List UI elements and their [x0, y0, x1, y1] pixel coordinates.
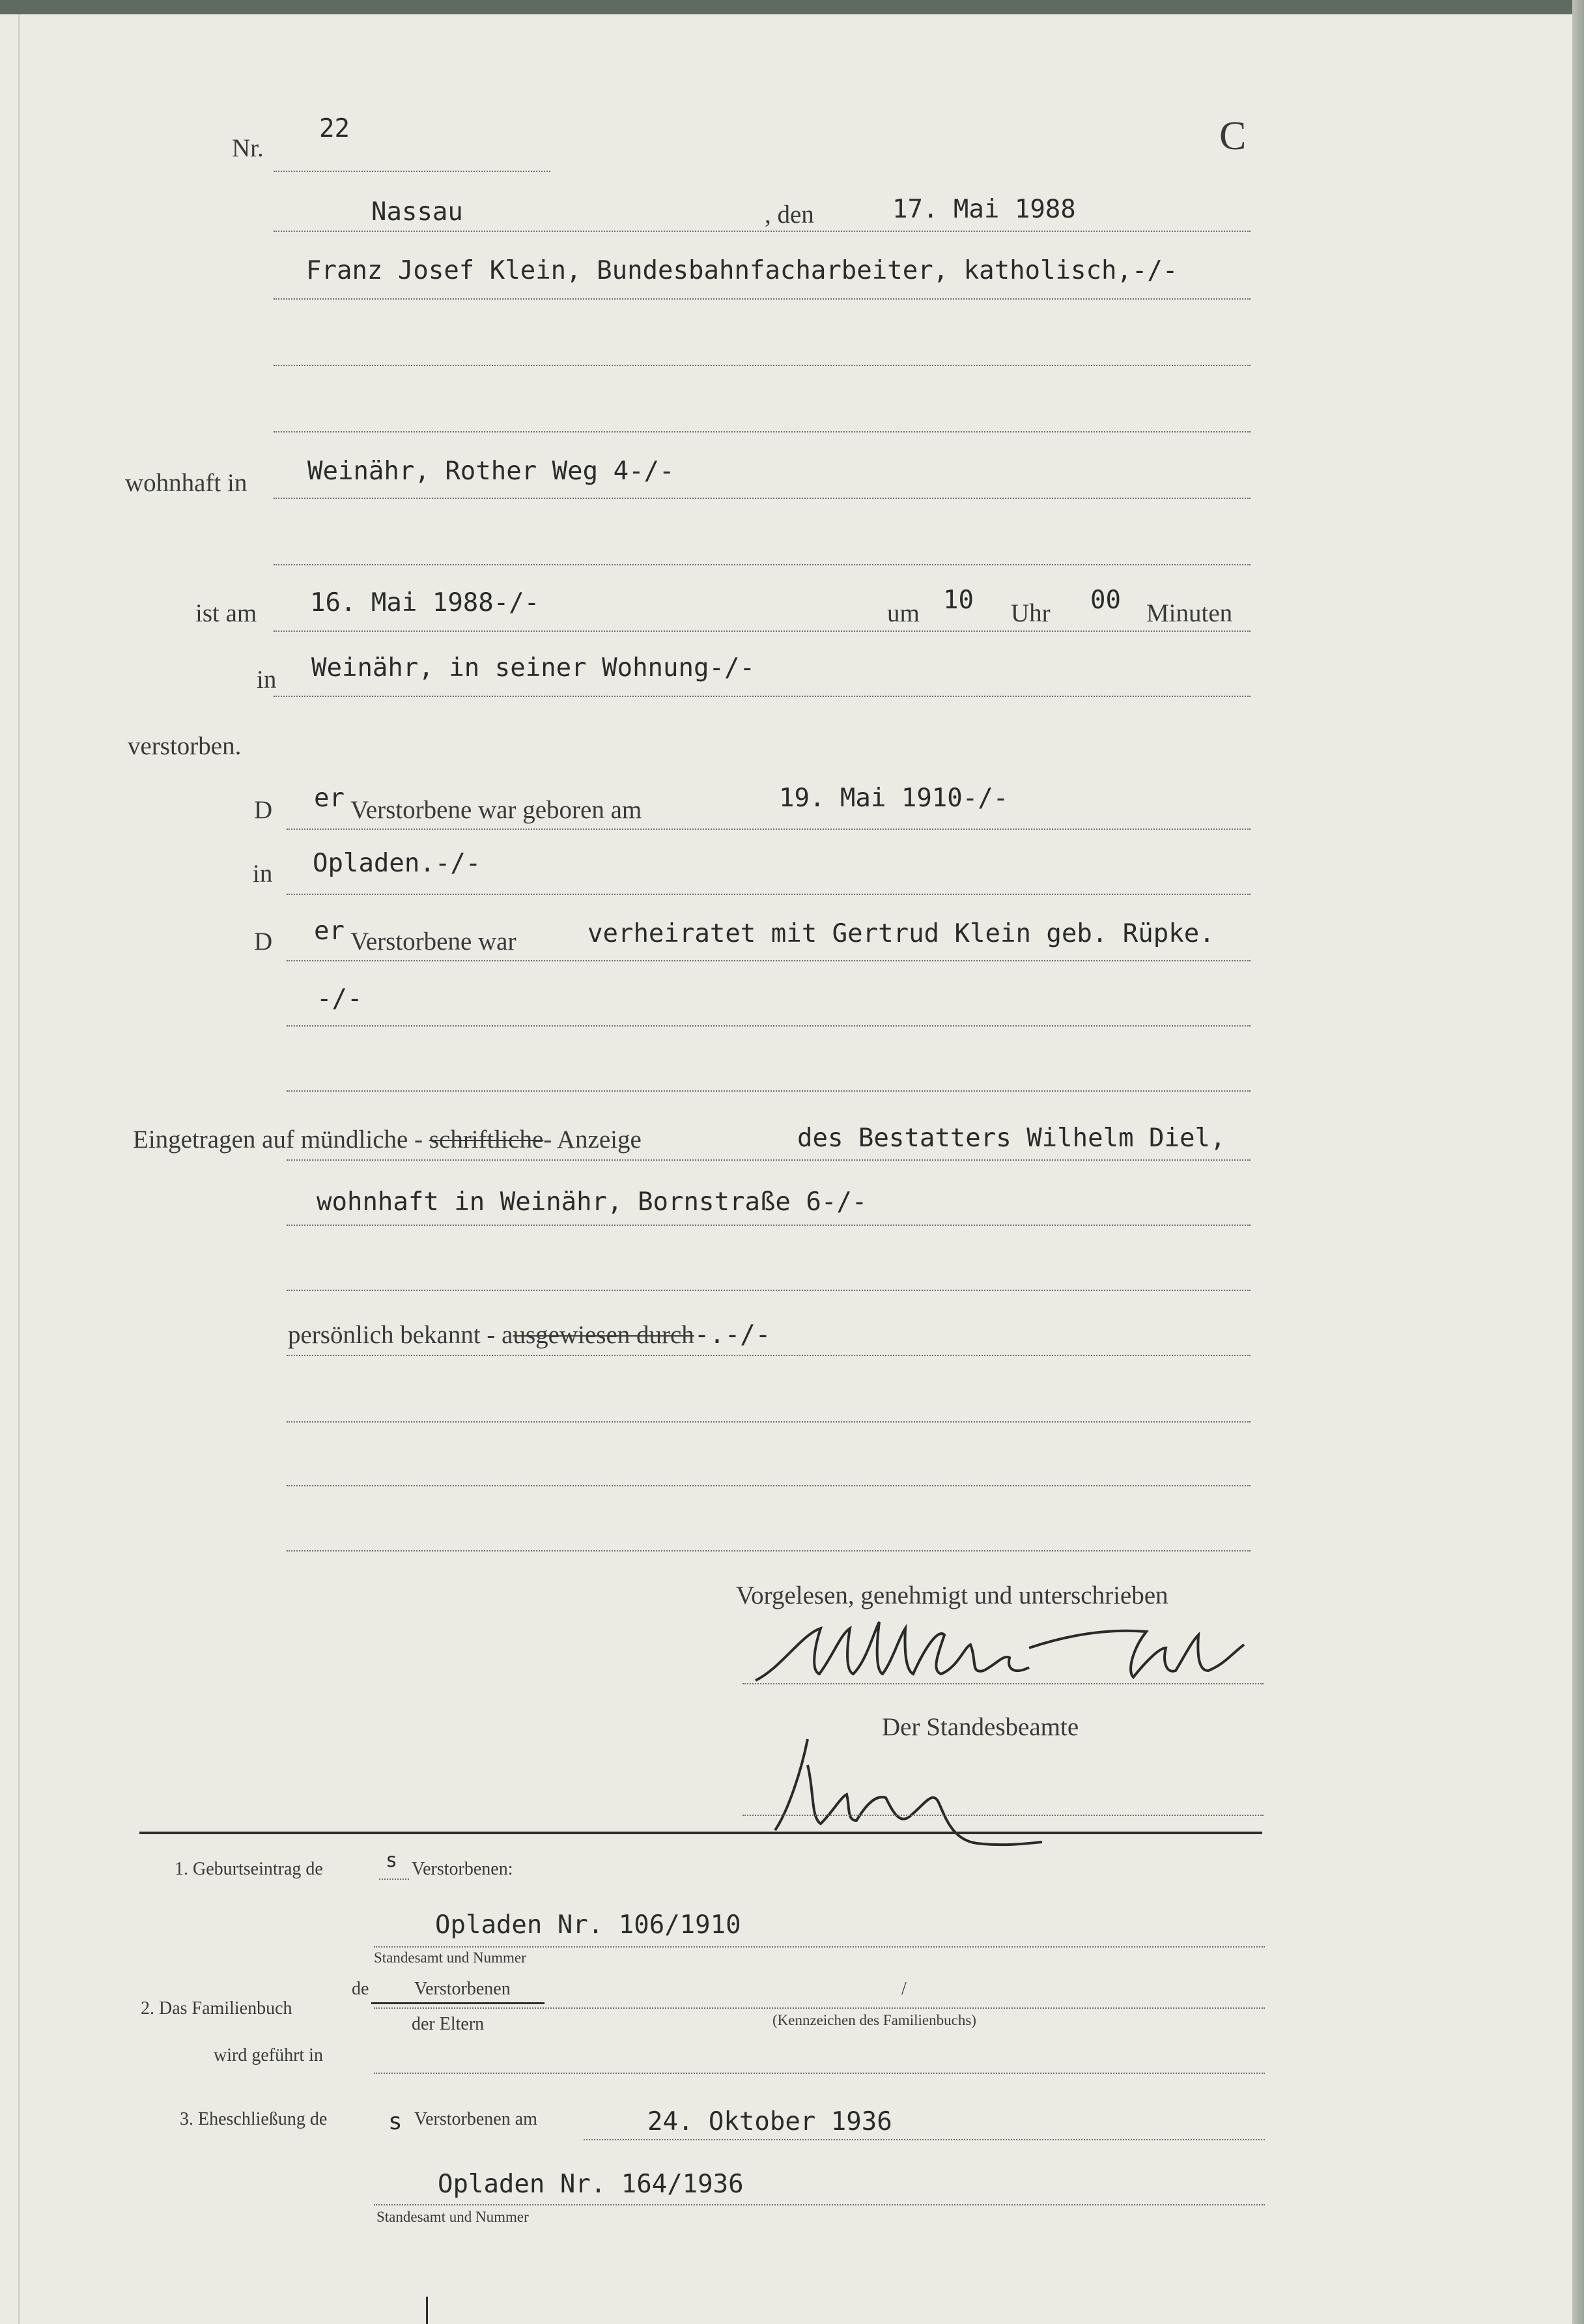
item3-caption: Standesamt und Nummer: [376, 2209, 529, 2225]
line-wohnhaft: [274, 498, 1251, 499]
registrar-signature: [769, 1726, 1055, 1856]
line-blank-6: [287, 1421, 1251, 1423]
eingetragen-label: Eingetragen auf mündliche - schriftliche- Anzeige: [133, 1126, 642, 1154]
reporter-signature: [742, 1609, 1251, 1693]
line-bekannt: [287, 1355, 1251, 1356]
register-page: [0, 14, 1572, 2324]
item3-value: Opladen Nr. 164/1936: [438, 2170, 744, 2199]
item3-line: [584, 2139, 1265, 2140]
marital-status: verheiratet mit Gertrud Klein geb. Rüpke.: [587, 919, 1215, 948]
line-reporter-signature: [742, 1683, 1264, 1684]
item2-de: de: [352, 1979, 369, 1999]
line-status: [287, 960, 1251, 961]
line-place: [274, 231, 1251, 232]
standesbeamte-label: Der Standesbeamte: [882, 1713, 1079, 1741]
er-fill-birth: er: [314, 784, 345, 813]
item2-underline: [371, 2002, 544, 2004]
item3-suffix: Verstorbenen am: [414, 2109, 537, 2129]
nr-line: [274, 171, 550, 172]
line-blank-8: [287, 1550, 1251, 1552]
nr-value: 22: [319, 114, 350, 143]
d-label-status: D: [254, 928, 273, 956]
um-label: um: [887, 599, 920, 627]
item1-caption: Standesamt und Nummer: [374, 1949, 526, 1966]
wird-gefuehrt-label: wird geführt in: [214, 2045, 323, 2065]
item1-fill-line: [379, 1878, 409, 1880]
death-place: Weinähr, in seiner Wohnung-/-: [311, 653, 755, 683]
minuten-label: Minuten: [1146, 599, 1233, 627]
wird-gefuehrt-line: [374, 2073, 1265, 2074]
war-label: Verstorbene war: [350, 928, 516, 956]
item2-eltern: der Eltern: [412, 2014, 485, 2034]
wohnhaft-value: Weinähr, Rother Weg 4-/-: [307, 457, 675, 486]
item1-value: Opladen Nr. 106/1910: [435, 1910, 741, 1940]
line-informant: [274, 298, 1251, 300]
line-blank-4: [287, 1090, 1251, 1092]
place-value: Nassau: [371, 197, 463, 227]
death-date: 16. Mai 1988-/-: [310, 588, 540, 617]
bekannt-label: persönlich bekannt - ausgewiesen durch-.-/-: [288, 1320, 771, 1350]
item1-label: 1. Geburtseintrag de: [175, 1859, 323, 1879]
page-edge: [18, 14, 20, 2324]
binding-edge: [1572, 0, 1584, 2324]
separator-rule: [139, 1832, 1262, 1834]
line-birth-date: [287, 829, 1251, 830]
d-label-birth: D: [254, 796, 273, 824]
line-registrar-signature: [742, 1815, 1264, 1816]
marital-cont: -/-: [317, 984, 363, 1013]
corner-letter: C: [1219, 114, 1247, 158]
item3-fill: s: [388, 2108, 403, 2135]
in-label-death: in: [257, 666, 277, 694]
record-date: 17. Mai 1988: [892, 195, 1076, 224]
nr-label: Nr.: [232, 134, 264, 162]
death-minutes: 00: [1090, 586, 1121, 615]
birth-place: Opladen.-/-: [313, 849, 481, 878]
line-reporter: [287, 1159, 1251, 1161]
reporter-address: wohnhaft in Weinähr, Bornstraße 6-/-: [317, 1187, 868, 1217]
in-label-birth: in: [253, 860, 273, 888]
item2-label: 2. Das Familienbuch: [141, 1998, 292, 2019]
item1-suffix: Verstorbenen:: [412, 1859, 513, 1879]
item3-label: 3. Eheschließung de: [180, 2109, 328, 2129]
line-blank-1: [274, 365, 1251, 366]
verstorben-label: verstorben.: [128, 732, 242, 760]
er-fill-status: er: [314, 916, 345, 946]
geboren-label: Verstorbene war geboren am: [350, 796, 642, 824]
line-status-2: [287, 1025, 1251, 1027]
line-blank-3: [274, 564, 1251, 565]
strike-schriftliche: schriftliche: [429, 1126, 544, 1154]
item1-fill: s: [386, 1849, 398, 1872]
item3-date: 24. Oktober 1936: [647, 2107, 892, 2136]
item2-slash: /: [901, 1979, 907, 1999]
informant-line: Franz Josef Klein, Bundesbahnfacharbeiter, katholisch,-/-: [306, 256, 1178, 285]
reporter: des Bestatters Wilhelm Diel,: [797, 1124, 1226, 1153]
strike-ausgewiesen: usgewiesen durch: [513, 1321, 694, 1349]
line-blank-7: [287, 1485, 1251, 1486]
top-scan-border: [0, 0, 1584, 14]
item2-line: [374, 2007, 1265, 2009]
death-hour: 10: [943, 586, 974, 615]
birth-date: 19. Mai 1910-/-: [779, 784, 1009, 813]
line-birth-place: [287, 894, 1251, 895]
line-blank-2: [274, 431, 1251, 432]
uhr-label: Uhr: [1011, 599, 1051, 627]
line-blank-5: [287, 1290, 1251, 1291]
bottom-tick: [426, 2297, 428, 2324]
item2-caption: (Kennzeichen des Familienbuchs): [772, 2012, 976, 2028]
line-death-place: [274, 696, 1251, 697]
line-death-date: [274, 631, 1251, 632]
line-address: [287, 1225, 1251, 1226]
ist-am-label: ist am: [195, 599, 257, 627]
item3-value-line: [374, 2204, 1265, 2205]
wohnhaft-label: wohnhaft in: [125, 469, 248, 497]
item1-line: [374, 1946, 1265, 1948]
item2-verstorbenen: Verstorbenen: [414, 1979, 511, 1999]
den-label: , den: [765, 201, 814, 229]
vorgelesen-label: Vorgelesen, genehmigt und unterschrieben: [736, 1581, 1168, 1609]
